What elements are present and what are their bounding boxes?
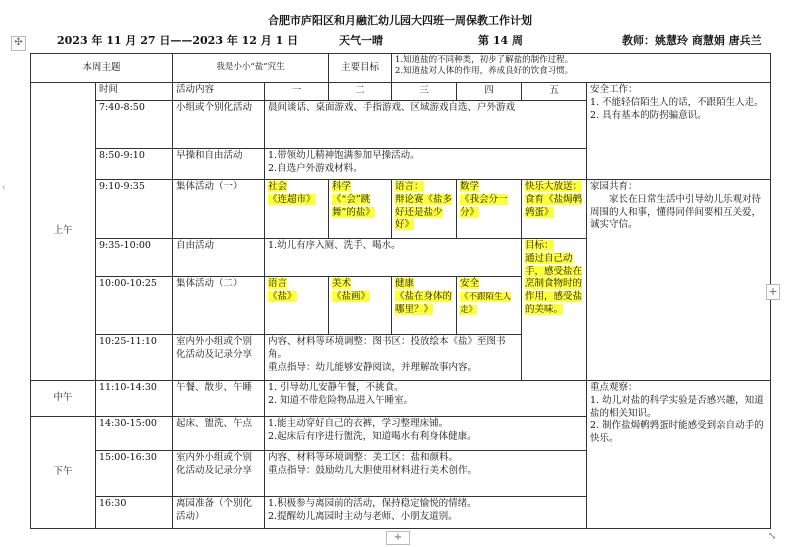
weekly-plan-table — [30, 53, 771, 529]
time-cell: 11:10-14:30 — [96, 381, 173, 417]
week-number: 第 14 周 — [478, 34, 523, 47]
plan-cell: 1.幼儿有序入厕、洗手、喝水。 — [265, 239, 522, 277]
subject: 科学 — [332, 181, 352, 192]
goal-text — [392, 54, 771, 83]
day-5-goal-cell — [522, 239, 587, 381]
subject: 语言 — [268, 278, 288, 289]
subject: 语言： — [395, 181, 424, 192]
activity-cell: 起床、盥洗、午点 — [173, 417, 265, 451]
activity-cell: 午餐、散步、午睡 — [173, 381, 265, 417]
column-header-row — [31, 83, 771, 101]
plan-cell — [265, 149, 587, 180]
theme-row — [31, 54, 771, 83]
col-day-5: 五 — [522, 83, 587, 101]
date-range: 2023 年 11 月 27 日——2023 年 12 月 1 日 — [57, 34, 299, 47]
focus-notes — [587, 381, 771, 529]
plan-line: 1.能主动穿好自己的衣裤，学习整理床铺。 — [268, 418, 449, 429]
col-content: 活动内容 — [173, 83, 265, 101]
goal-label: 目标： — [525, 240, 554, 251]
subject: 数学 — [460, 181, 480, 192]
plan-line: 2. 知道不带危险物品进入午睡室。 — [268, 394, 414, 406]
lesson: 《不跟陌生人走》 — [460, 291, 512, 315]
add-column-button[interactable]: + — [766, 284, 780, 300]
subject: 社会 — [268, 181, 288, 192]
plan-line: 1.积极参与离园前的活动，保持稳定愉悦的情绪。 — [268, 498, 477, 509]
col-day-2: 二 — [329, 83, 392, 101]
col-time: 时间 — [96, 83, 173, 101]
day-5-cell — [522, 180, 587, 239]
lesson: 《“会”跳舞”的盐》 — [332, 193, 375, 218]
weather: 天气一晴 — [339, 34, 383, 47]
safety-notes — [587, 83, 771, 180]
plan-cell — [265, 417, 587, 451]
teachers: 教师：姚慧玲 商慧娟 唐兵兰 — [622, 34, 762, 47]
plan-line: 内容、材料等环境调整：图书区：投放绘本《盐》至图书角。 — [268, 336, 506, 360]
plan-cell: 晨间谈话、桌面游戏、手指游戏、区域游戏自选、户外游戏 — [265, 101, 587, 149]
day-2-cell — [329, 180, 392, 239]
time-cell: 8:50-9:10 — [96, 149, 173, 180]
theme-label: 本周主题 — [31, 54, 173, 83]
activity-cell: 小组或个别化活动 — [173, 101, 265, 149]
focus-line: 1. 幼儿对盐的科学实验是否感兴趣，知道盐的相关知识。 — [590, 394, 764, 419]
subject: 美术 — [332, 278, 352, 289]
plan-cell — [265, 381, 587, 417]
lesson: 《盐画》 — [332, 290, 371, 302]
col-day-4: 四 — [457, 83, 522, 101]
day-2-cell — [329, 277, 392, 335]
safety-line: 2. 具有基本的防拐骗意识。 — [590, 109, 707, 121]
activity-cell: 集体活动（一） — [173, 180, 265, 239]
add-row-button[interactable]: + — [386, 531, 410, 545]
plan-cell — [265, 335, 522, 381]
plan-line: 重点指导：鼓励幼儿大胆使用材料进行美术创作。 — [268, 464, 478, 476]
plan-cell — [265, 497, 587, 529]
table-row — [31, 381, 771, 417]
time-cell: 9:10-9:35 — [96, 180, 173, 239]
day-4-cell — [457, 180, 522, 239]
activity-cell: 自由活动 — [173, 239, 265, 277]
col-day-3: 三 — [392, 83, 457, 101]
activity-cell: 集体活动（二） — [173, 277, 265, 335]
lesson: 《盐》 — [268, 290, 297, 302]
lesson: 《连超市》 — [268, 193, 316, 205]
time-cell: 7:40-8:50 — [96, 101, 173, 149]
time-cell: 10:00-10:25 — [96, 277, 173, 335]
plan-line: 1.带领幼儿精神饱满参加早操活动。 — [268, 150, 420, 161]
subject: 快乐大放送： — [525, 181, 583, 192]
activity-cell: 室内外小组或个别化活动及记录分享 — [173, 451, 265, 497]
period-noon: 中午 — [31, 381, 96, 417]
goal-text: 通过自己动手，感受盐在烹制食物时的作用，感受盐的美味。 — [525, 252, 583, 316]
time-cell: 9:35-10:00 — [96, 239, 173, 277]
subject: 健康 — [395, 278, 415, 289]
document-title: 合肥市庐阳区和月融汇幼儿园大四班一周保教工作计划 — [268, 14, 532, 27]
day-3-cell — [392, 277, 457, 335]
goal-line: 1.知道盐的不同种类，初步了解盐的制作过程。 — [395, 55, 574, 65]
plan-line: 1. 引导幼儿安静午餐，不挑食。 — [268, 382, 404, 393]
plan-line: 2.起床后有序进行盥洗，知道喝水有利身体健康。 — [268, 430, 477, 442]
plan-line: 2.提醒幼儿离园时主动与老师、小朋友道别。 — [268, 510, 458, 522]
lesson: 辩论赛《盐多好还是盐少好》 — [395, 193, 453, 231]
activity-cell: 早操和自由活动 — [173, 149, 265, 180]
lesson: 《我会分一分》 — [460, 193, 508, 218]
safety-title: 安全工作： — [590, 84, 638, 95]
focus-line: 2. 制作盐焗鹌鹑蛋时能感受到亲自动手的快乐。 — [590, 420, 764, 445]
goal-line: 2.知道盐对人体的作用，养成良好的饮食习惯。 — [395, 66, 574, 77]
side-collapse-icon[interactable]: ‹ — [2, 183, 6, 193]
col-day-1: 一 — [265, 83, 329, 101]
safety-line: 1. 不能轻信陌生人的话，不跟陌生人走。 — [590, 96, 764, 108]
day-1-cell — [265, 277, 329, 335]
lesson: 《盐在身体的哪里？》 — [395, 290, 453, 315]
lesson: 食育《盐焗鹌鹑蛋》 — [525, 193, 583, 218]
plan-line: 重点指导：幼儿能够安静阅读，并理解故事内容。 — [268, 361, 478, 373]
family-title: 家园共育： — [590, 181, 638, 192]
day-1-cell — [265, 180, 329, 239]
activity-cell: 离园准备（个别化活动） — [173, 497, 265, 529]
family-text: 家长在日常生活中引导幼儿乐观对待周围的人和事，懂得同伴间要相互关爱，诚实守信。 — [590, 193, 762, 231]
family-notes — [587, 180, 771, 381]
resize-handle-icon[interactable]: ⤡ — [768, 531, 777, 542]
focus-title: 重点观察： — [590, 382, 638, 393]
time-cell: 14:30-15:00 — [96, 417, 173, 451]
table-row — [31, 180, 771, 239]
period-afternoon: 下午 — [31, 417, 96, 529]
day-3-cell — [392, 180, 457, 239]
plan-cell — [265, 451, 587, 497]
subject: 安全 — [460, 278, 480, 289]
theme-value: 我是小小“盐”究生 — [173, 54, 329, 83]
plan-line: 内容、材料等环境调整：美工区：盐和颜料。 — [268, 452, 459, 463]
table-move-handle[interactable]: ✣ — [11, 36, 26, 51]
plan-line: 2.自选户外游戏材料。 — [268, 162, 363, 174]
activity-cell: 室内外小组或个别化活动及记录分享 — [173, 335, 265, 381]
goal-label: 主要目标 — [329, 54, 392, 83]
time-cell: 10:25-11:10 — [96, 335, 173, 381]
time-cell: 15:00-16:30 — [96, 451, 173, 497]
day-4-cell — [457, 277, 522, 335]
time-cell: 16:30 — [96, 497, 173, 529]
period-morning: 上午 — [31, 83, 96, 381]
